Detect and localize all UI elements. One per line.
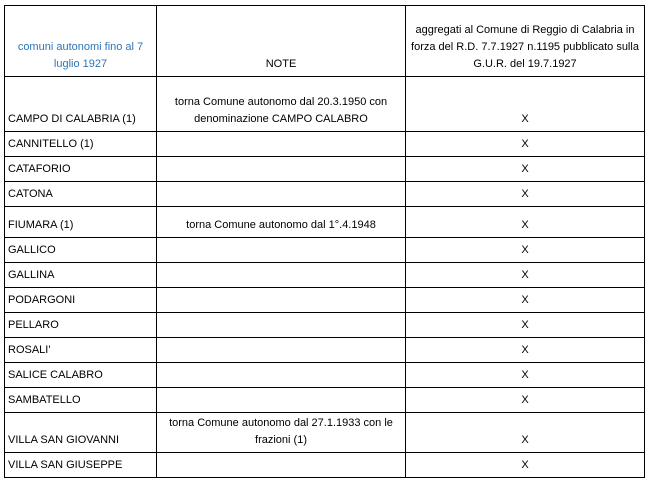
municipality-name: VILLA SAN GIUSEPPE xyxy=(5,453,157,478)
table-row xyxy=(5,338,645,363)
aggregated-mark: X xyxy=(406,263,645,288)
municipality-name: GALLINA xyxy=(5,263,157,288)
aggregated-mark: X xyxy=(406,413,645,453)
municipality-note xyxy=(157,388,406,413)
municipality-note xyxy=(157,263,406,288)
municipality-note xyxy=(157,182,406,207)
table-row xyxy=(5,238,645,263)
municipality-name: CANNITELLO (1) xyxy=(5,132,157,157)
aggregated-mark: X xyxy=(406,453,645,478)
municipality-name: SAMBATELLO xyxy=(5,388,157,413)
table-header-row xyxy=(5,6,645,77)
municipality-name: SALICE CALABRO xyxy=(5,363,157,388)
municipality-name: ROSALI' xyxy=(5,338,157,363)
table-row xyxy=(5,453,645,478)
header-notes: NOTE xyxy=(157,6,406,77)
municipality-note xyxy=(157,288,406,313)
municipality-note xyxy=(157,363,406,388)
table-row xyxy=(5,77,645,132)
aggregated-mark: X xyxy=(406,363,645,388)
table-row xyxy=(5,157,645,182)
aggregated-mark: X xyxy=(406,238,645,263)
table-row xyxy=(5,132,645,157)
municipality-name: GALLICO xyxy=(5,238,157,263)
municipality-note xyxy=(157,238,406,263)
municipality-note: torna Comune autonomo dal 1°.4.1948 xyxy=(157,207,406,238)
municipality-note: torna Comune autonomo dal 20.3.1950 con denominazione CAMPO CALABRO xyxy=(157,77,406,132)
aggregated-mark: X xyxy=(406,132,645,157)
municipality-name: PELLARO xyxy=(5,313,157,338)
municipality-name: VILLA SAN GIOVANNI xyxy=(5,413,157,453)
municipality-note xyxy=(157,338,406,363)
aggregated-mark: X xyxy=(406,288,645,313)
municipality-name: CATAFORIO xyxy=(5,157,157,182)
table-row xyxy=(5,413,645,453)
aggregated-mark: X xyxy=(406,157,645,182)
aggregated-mark: X xyxy=(406,77,645,132)
municipality-note xyxy=(157,157,406,182)
municipality-note xyxy=(157,453,406,478)
municipality-name: PODARGONI xyxy=(5,288,157,313)
table-row xyxy=(5,288,645,313)
municipality-name: CAMPO DI CALABRIA (1) xyxy=(5,77,157,132)
aggregated-mark: X xyxy=(406,388,645,413)
municipality-note xyxy=(157,313,406,338)
aggregated-mark: X xyxy=(406,338,645,363)
header-autonomous-municipalities: comuni autonomi fino al 7 luglio 1927 xyxy=(5,6,157,77)
table-row xyxy=(5,388,645,413)
municipalities-table xyxy=(4,5,645,478)
municipality-name: CATONA xyxy=(5,182,157,207)
table-row xyxy=(5,313,645,338)
aggregated-mark: X xyxy=(406,207,645,238)
municipality-name: FIUMARA (1) xyxy=(5,207,157,238)
table-row xyxy=(5,263,645,288)
header-aggregated-reggio: aggregati al Comune di Reggio di Calabria in forza del R.D. 7.7.1927 n.1195 pubblicato sulla G.U.R. del 19.7.1927 xyxy=(406,6,645,77)
table-row xyxy=(5,207,645,238)
table-row xyxy=(5,182,645,207)
municipality-note: torna Comune autonomo dal 27.1.1933 con le frazioni (1) xyxy=(157,413,406,453)
table-row xyxy=(5,363,645,388)
municipality-note xyxy=(157,132,406,157)
aggregated-mark: X xyxy=(406,313,645,338)
aggregated-mark: X xyxy=(406,182,645,207)
